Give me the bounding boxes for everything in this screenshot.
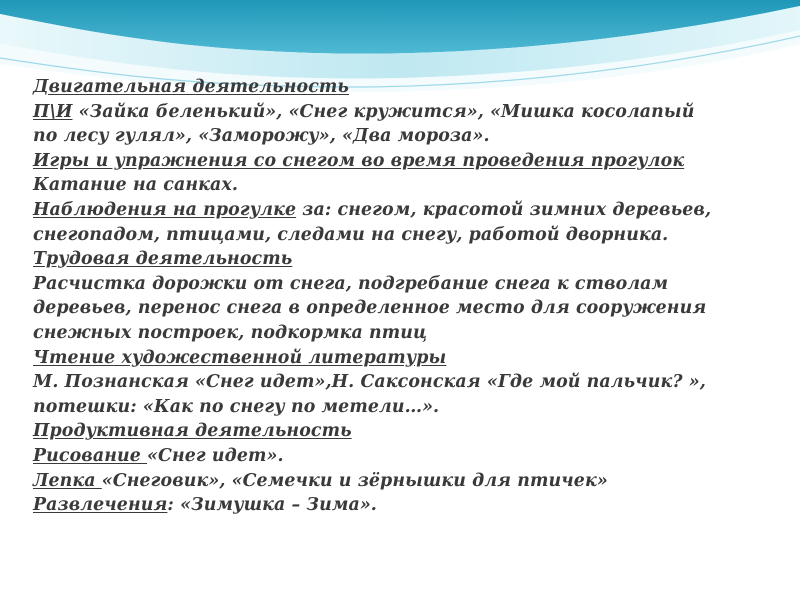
text-line xyxy=(33,124,773,149)
text-line xyxy=(33,395,773,420)
text-line xyxy=(33,346,773,371)
text-line xyxy=(33,247,773,272)
underlined-heading-text: Рисование xyxy=(33,445,148,466)
underlined-heading-text: Наблюдения на прогулке xyxy=(33,199,297,220)
body-text: Расчистка дорожки от снега, подгребание снега к стволам xyxy=(33,273,669,294)
underlined-heading-text: Трудовая деятельность xyxy=(33,249,293,270)
body-text: Катание на санках. xyxy=(33,175,238,196)
underlined-heading-text: Чтение художественной литературы xyxy=(33,347,447,368)
text-line xyxy=(33,296,773,321)
body-text: по лесу гулял», «Заморожу», «Два мороза». xyxy=(33,126,490,147)
text-line xyxy=(33,370,773,395)
underlined-heading-text: Лепка xyxy=(33,470,102,491)
text-line xyxy=(33,198,773,223)
text-line xyxy=(33,321,773,346)
text-line xyxy=(33,469,773,494)
underlined-heading-text: П\И xyxy=(33,101,73,122)
body-text: «Снеговик», «Семечки и зёрнышки для птичек» xyxy=(101,470,608,491)
text-line xyxy=(33,223,773,248)
text-line xyxy=(33,272,773,297)
body-text: М. Познанская «Снег идет»,Н. Саксонская «Где мой пальчик? », xyxy=(33,372,706,393)
underlined-heading-text: Развлечения xyxy=(33,495,168,516)
underlined-heading-text: Продуктивная деятельность xyxy=(33,421,352,442)
slide-text-body xyxy=(33,75,773,518)
text-line xyxy=(33,100,773,125)
text-line xyxy=(33,419,773,444)
underlined-heading-text: Двигательная деятельность xyxy=(33,77,349,97)
body-text: за: снегом, красотой зимних деревьев, xyxy=(296,199,712,220)
body-text: потешки: «Как по снегу по метели…». xyxy=(33,396,440,417)
text-line xyxy=(33,493,773,518)
body-text: «Зайка беленький», «Снег кружится», «Мишка косолапый xyxy=(72,101,695,122)
body-text: : «Зимушка – Зима». xyxy=(167,495,377,516)
body-text: снежных построек, подкормка птиц xyxy=(33,322,428,343)
body-text: «Снег идет». xyxy=(147,445,284,466)
body-text: деревьев, перенос снега в определенное место для сооружения xyxy=(33,298,707,319)
underlined-heading-text: Игры и упражнения со снегом во время проведения прогулок xyxy=(33,150,685,171)
text-line xyxy=(33,149,773,174)
text-line xyxy=(33,75,773,100)
text-line xyxy=(33,444,773,469)
body-text: снегопадом, птицами, следами на снегу, работой дворника. xyxy=(33,224,669,245)
text-line xyxy=(33,173,773,198)
